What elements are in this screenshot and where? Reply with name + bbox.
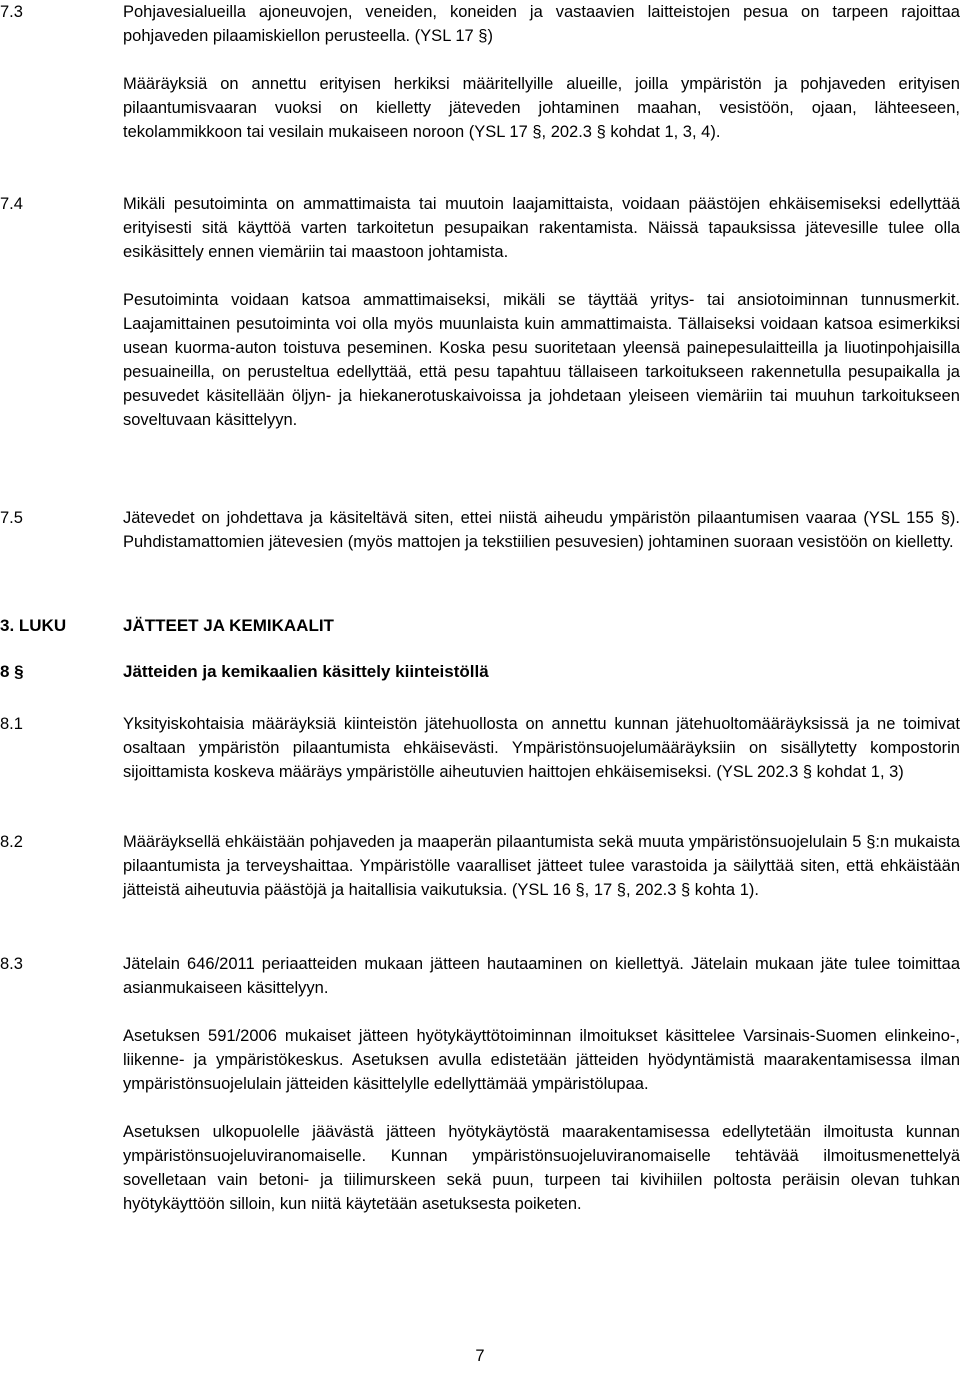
section-heading-title: Jätteiden ja kemikaalien käsittely kiinteistöllä: [123, 662, 489, 681]
page-number: 7: [475, 1347, 485, 1365]
section-heading-number: 8 §: [0, 662, 24, 681]
chapter-number: 3. LUKU: [0, 616, 67, 635]
paragraph: Määräyksellä ehkäistään pohjaveden ja maaperän pilaantumista sekä muuta ympäristönsuojelulain 5 §:n mukaista pilaantumista ja terveyshaittaa. Ympäristölle vaaralliset jätteet tulee varastoida ja säilyttää siten, että ehkäistään jätteistä aiheutuvia päästöjä ja haitallisia vaikutuksia. (YSL 16 §, 17 §, 202.3 § kohta 1).: [123, 833, 960, 899]
paragraph: Pohjavesialueilla ajoneuvojen, veneiden, koneiden ja vastaavien laitteistojen pesua on tarpeen rajoittaa pohjaveden pilaamiskiellon perusteella. (YSL 17 §): [123, 3, 960, 45]
paragraph: Mikäli pesutoiminta on ammattimaista tai muutoin laajamittaista, voidaan päästöjen ehkäisemiseksi edellyttää erityisesti sitä käyttöä varten tarkoitetun pesupaikan rakentamista. Näissä tapauksissa jätevesille tulee olla esikäsittely ennen viemäriin tai maastoon johtamista.: [123, 195, 960, 261]
section-number: 7.3: [0, 3, 23, 21]
paragraph: Asetuksen ulkopuolelle jäävästä jätteen hyötykäytöstä maarakentamisessa edellytetään ilmoitusta kunnan ympäristönsuojeluviranomaiselle. Kunnan ympäristönsuojeluviranomaiselle tehtävää ilmoitusmenettelyä sovelletaan vain betoni- ja tiilimurskeen sekä puun, turpeen tai kivihiilen poltosta peräisin olevan tuhkan hyötykäyttöön silloin, kun niitä käytetään asetuksesta poiketen.: [123, 1123, 960, 1213]
chapter-title: JÄTTEET JA KEMIKAALIT: [123, 616, 334, 635]
paragraph: Pesutoiminta voidaan katsoa ammattimaiseksi, mikäli se täyttää yritys- tai ansiotoiminnan tunnusmerkit. Laajamittainen pesutoiminta voi olla myös muunlaista kuin ammattimaista. Tällaiseksi voidaan katsoa esimerkiksi usean kuorma-auton toistuva peseminen. Koska pesu suoritetaan yleensä painepesulaitteilla ja liuotinpohjaisilla pesuaineilla, on perusteltua edellyttää, että pesu tapahtuu tällaiseen tarkoitukseen rakennetulla pesupaikalla ja pesuvedet käsitellään öljyn- ja hiekanerotuskaivoissa ja johdetaan yleiseen viemäriin tai muuhun tarkoitukseen soveltuvaan käsittelyyn.: [123, 291, 960, 429]
section-body: [123, 712, 960, 784]
section-number: 7.4: [0, 195, 23, 213]
section-number: 7.5: [0, 509, 23, 527]
section-number: 8.1: [0, 715, 23, 733]
paragraph: Yksityiskohtaisia määräyksiä kiinteistön jätehuollosta on annettu kunnan jätehuoltomääräyksissä ja ne toimivat osaltaan ympäristön pilaantumista ehkäisevästi. Ympäristönsuojelumääräyksiin on sisällytetty kompostorin sijoittamista koskeva määräys ympäristölle aiheutuvien haittojen ehkäisemiseksi. (YSL 202.3 § kohdat 1, 3): [123, 715, 960, 781]
section-body: [123, 830, 960, 902]
paragraph: Asetuksen 591/2006 mukaiset jätteen hyötykäyttötoiminnan ilmoitukset käsittelee Varsinais-Suomen elinkeino-, liikenne- ja ympäristökeskus. Asetuksen avulla edistetään jätteiden hyödyntämistä maarakentamisessa ilman ympäristönsuojelulain jätteiden käsittelylle edellyttämää ympäristölupaa.: [123, 1027, 960, 1093]
section-body: [123, 0, 960, 144]
section-body: [123, 952, 960, 1216]
section-number: 8.3: [0, 955, 23, 973]
paragraph: Määräyksiä on annettu erityisen herkiksi määritellyille alueille, joilla ympäristön ja pohjaveden erityisen pilaantumisvaaran vuoksi on kielletty jäteveden johtaminen maahan, vesistöön, ojaan, lähteeseen, tekolammikkoon tai vesilain mukaiseen noroon (YSL 17 §, 202.3 § kohdat 1, 3, 4).: [123, 75, 960, 141]
section-number: 8.2: [0, 833, 23, 851]
paragraph: Jätevedet on johdettava ja käsiteltävä siten, ettei niistä aiheudu ympäristön pilaantumisen vaaraa (YSL 155 §). Puhdistamattomien jätevesien (myös mattojen ja tekstiilien pesuvesien) johtaminen suoraan vesistöön on kielletty.: [123, 509, 960, 551]
section-body: [123, 506, 960, 554]
paragraph: Jätelain 646/2011 periaatteiden mukaan jätteen hautaaminen on kiellettyä. Jätelain mukaan jäte tulee toimittaa asianmukaiseen käsittelyyn.: [123, 955, 960, 997]
section-body: [123, 192, 960, 432]
